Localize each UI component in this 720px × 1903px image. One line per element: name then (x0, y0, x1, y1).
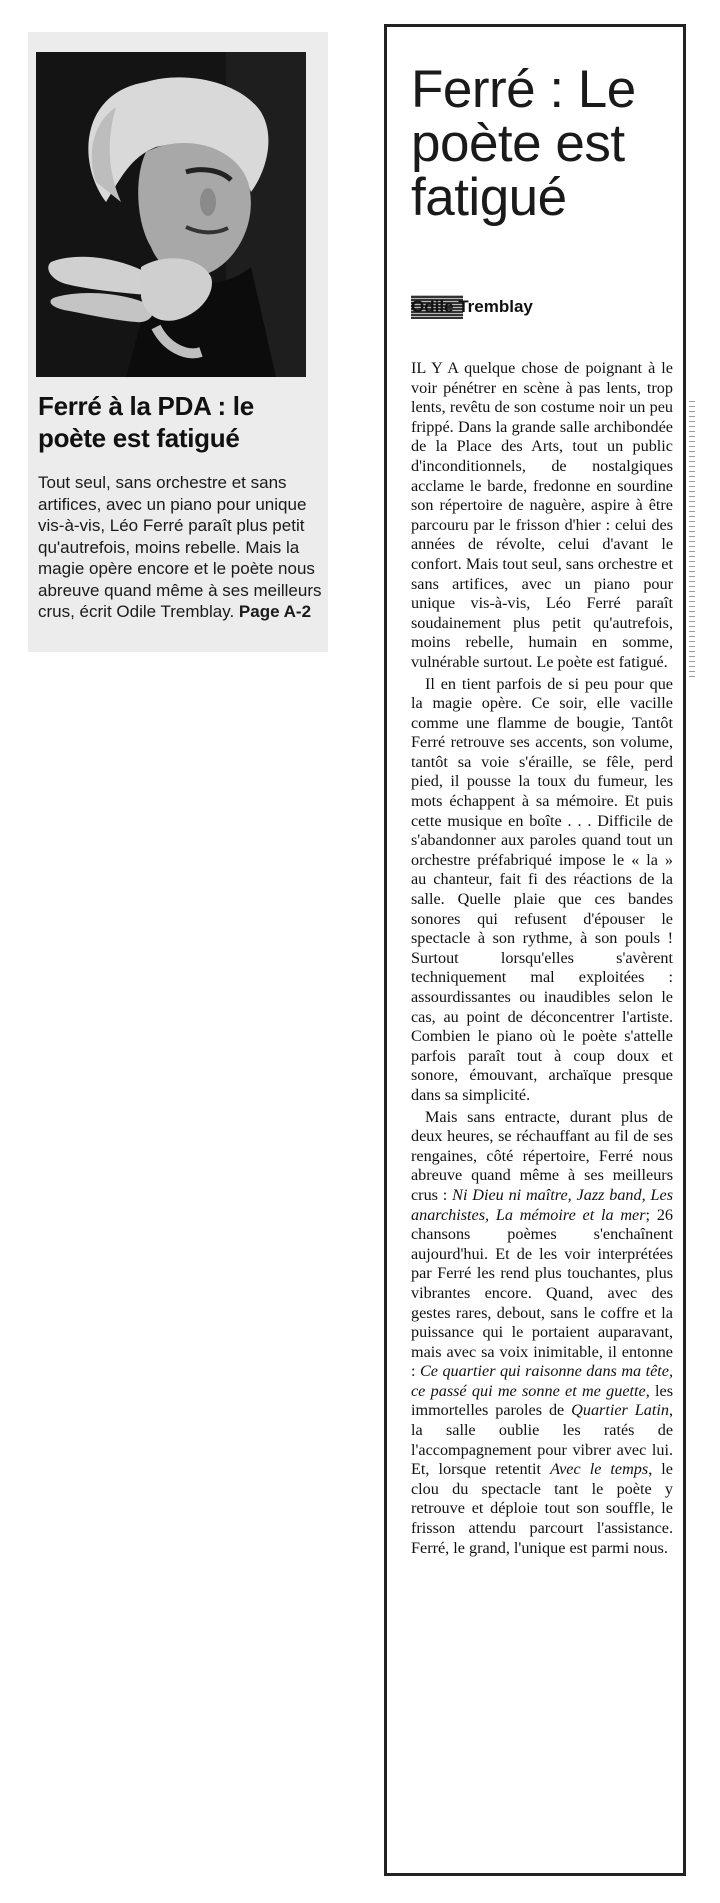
song-quartier-latin: Quartier Latin (571, 1401, 669, 1420)
byline-author: Odile Tremblay (411, 297, 533, 316)
teaser-summary (38, 472, 323, 623)
article-paragraph-3 (411, 1108, 673, 1559)
column-edge-rule (689, 397, 695, 677)
photo-leo-ferre (36, 52, 306, 377)
paragraph-3-text-c: , les immortelles paroles de (411, 1381, 674, 1420)
paragraph-3-text-a: Mais sans entracte, durant plus de deux heures, se réchauffant au fil de ses rengaines, côté répertoire, Ferré nous abreuve quand même à ses meilleurs crus : (411, 1107, 673, 1204)
paragraph-3-text-d: , la salle oublie les ratés de l'accompagnement pour vibrer avec lui. Et, lorsque retentit (411, 1401, 673, 1479)
article-headline: Ferré : Le poète est fatigué (411, 60, 636, 227)
portrait-image (36, 52, 306, 377)
song-list: Ni Dieu ni maître, Jazz band, Les anarchistes, La mémoire et la mer (411, 1185, 673, 1224)
page-reference: Page A-2 (238, 602, 312, 621)
article-paragraph-1: IL Y A quelque chose de poignant à le voir pénétrer en scène à pas lents, trop lents, revêtu de son costume noir un peu frippé. Dans la grande salle archibondée de la Place des Arts, tout un public d'inconditionnels, de nostalgiques acclame le barde, fredonne en sourdine son répertoire de naguère, aspire à être parcouru par le frisson d'hier : celui des années de révolte, celui d'avant le confort. Mais tout seul, sans orchestre et sans artifices, avec un piano pour unique vis-à-vis, Léo Ferré paraît soudainement plus petit qu'autrefois, moins rebelle, humain en somme, vulnérable surtout. Le poète est fatigué. (411, 359, 673, 671)
teaser-body-text: Tout seul, sans orchestre et sans artifices, avec un piano pour unique vis-à-vis, Léo Ferré paraît plus petit qu'autrefois, moins rebelle. Mais la magie opère encore et le poète nous abreuve quand même à ses meilleurs crus, écrit Odile Tremblay. (38, 473, 322, 621)
article-body (411, 359, 673, 1560)
paragraph-3-text-b: ; 26 chansons poèmes s'enchaînent aujourd'hui. Et de les voir interprétées par Ferré les rend plus touchantes, plus vibrantes encore. Quand, avec des gestes rares, debout, sans le coffre et la puissance qui le portaient auparavant, mais avec sa voix inimitable, il entonne : (411, 1205, 674, 1381)
teaser-title: Ferré à la PDA : le poète est fatigué (38, 391, 254, 453)
byline (411, 295, 533, 319)
article-column (384, 24, 686, 1876)
paragraph-3-text-e: , le clou du spectacle tant le poète y retrouve et déploie tout son souffle, le frisson attendu parcourt l'assistance. Ferré, le grand, l'unique est parmi nous. (411, 1460, 673, 1557)
lyric-quote: Ce quartier qui raisonne dans ma tête, ce passé qui me sonne et me guette (411, 1362, 673, 1400)
article-paragraph-2: Il en tient parfois de si peu pour que la magie opère. Ce soir, elle vacille comme une flamme de bougie, Tantôt Ferré retrouve ses accents, son volume, tantôt sa voie s'éraille, se fêle, perd pied, il pousse la toux du fumeur, les mots échappent à sa mémoire. Et puis cette musique en boîte . . . Difficile de s'abandonner aux paroles quand tout un orchestre préfabriqué impose le « la » au chanteur, fait fi des réactions de la salle. Quelle plaie que ces bandes sonores qui refusent d'épouser le spectacle à son rythme, à son pouls ! Surtout lorsqu'elles s'avèrent techniquement mal exploitées : assourdissantes ou inaudibles selon le cas, au point de déconcentrer l'artiste. Combien le piano où le poète s'attelle parfois paraît tout à coup doux et sonore, émouvant, archaïque presque dans sa simplicité. (411, 674, 673, 1104)
teaser-box (28, 32, 328, 652)
song-avec-le-temps: Avec le temps (550, 1460, 649, 1479)
